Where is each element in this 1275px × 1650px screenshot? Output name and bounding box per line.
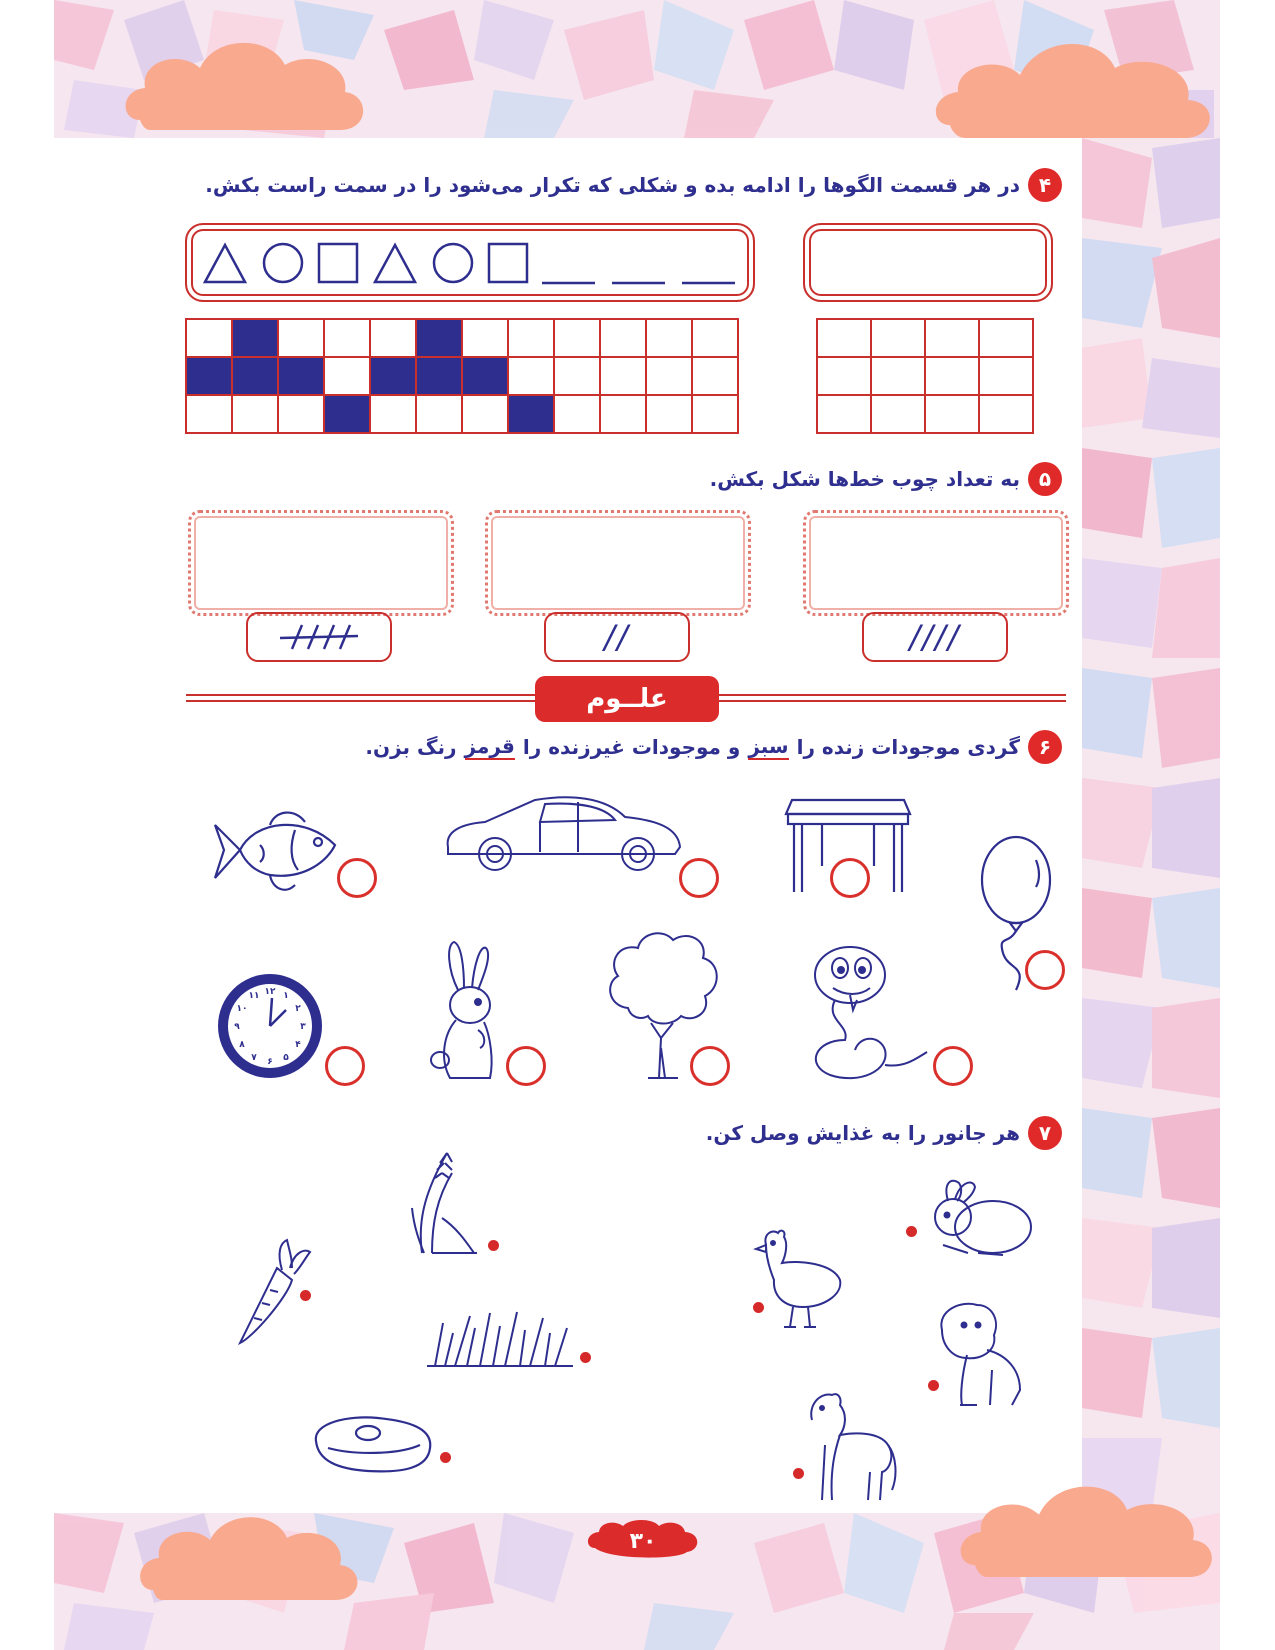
clock-numeral-1: ۱ [283, 991, 289, 1001]
question-7-text: هر جانور را به غذایش وصل کن. [705, 1121, 1020, 1145]
question-5-number: ۵ [1028, 462, 1062, 496]
clock-numeral-7: ۷ [251, 1053, 257, 1063]
answer-box-shape-pattern[interactable] [803, 223, 1053, 302]
question-4 [205, 168, 1062, 202]
clock-numeral-11: ۱۱ [248, 991, 260, 1001]
clock-numeral-6: ۶ [267, 1057, 273, 1067]
question-6-text-2: و موجودات غیرزنده را [522, 735, 741, 759]
dot-grass[interactable] [580, 1352, 591, 1363]
question-6-red: قرمز [464, 734, 515, 758]
tally-text-3: //// [909, 618, 961, 656]
tally-marks-2 [544, 612, 690, 662]
question-5 [710, 462, 1062, 496]
cloud-bottom-right [955, 1475, 1220, 1590]
dot-meat[interactable] [440, 1452, 451, 1463]
shape-pattern [187, 225, 753, 300]
tally-marks-3 [862, 612, 1008, 662]
answer-circle-balloon[interactable] [1025, 950, 1065, 990]
question-7-number: ۷ [1028, 1116, 1062, 1150]
horse-icon [800, 1390, 900, 1505]
color-pattern-grid [185, 318, 739, 434]
drawing-box-2[interactable] [485, 510, 751, 616]
grass-icon [425, 1308, 575, 1368]
tally-text-2: // [604, 618, 630, 656]
clock-numeral-8: ۸ [239, 1040, 245, 1050]
answer-circle-snake[interactable] [933, 1046, 973, 1086]
clock-numeral-10: ۱۰ [236, 1004, 248, 1014]
dot-horse[interactable] [793, 1468, 804, 1479]
question-6-text-3: رنگ بزن. [365, 735, 457, 759]
dot-chicken[interactable] [753, 1302, 764, 1313]
dot-carrot[interactable] [300, 1290, 311, 1301]
clock-numeral-4: ۴ [295, 1040, 301, 1050]
dot-wheat[interactable] [488, 1240, 499, 1251]
drawing-box-3[interactable] [803, 510, 1069, 616]
answer-circle-clock[interactable] [325, 1046, 365, 1086]
clock-icon [214, 970, 326, 1082]
rabbit-icon [428, 940, 508, 1085]
answer-circle-table[interactable] [830, 858, 870, 898]
mosaic-border-right [1082, 138, 1220, 1513]
rabbit-animal-icon [923, 1175, 1038, 1263]
chicken-icon [748, 1225, 846, 1330]
clock-numeral-5: ۵ [283, 1053, 289, 1063]
answer-grid[interactable] [816, 318, 1034, 434]
tally-marks-1 [246, 612, 392, 662]
question-4-number: ۴ [1028, 168, 1062, 202]
snake-icon [805, 940, 930, 1085]
answer-circle-rabbit[interactable] [506, 1046, 546, 1086]
clock-numeral-3: ۳ [300, 1022, 306, 1032]
question-6-text-1: گردی موجودات زنده را [796, 735, 1020, 759]
cloud-top-left [120, 30, 370, 148]
clock-numeral-12: ۱۲ [264, 987, 276, 997]
fish-icon [210, 800, 345, 900]
section-title: علــوم [535, 676, 719, 722]
lion-icon [932, 1300, 1027, 1410]
clock-numeral-9: ۹ [234, 1022, 240, 1032]
page-number: ۳۰ [629, 1528, 657, 1554]
answer-circle-car[interactable] [679, 858, 719, 898]
wheat-icon [402, 1148, 487, 1258]
question-6-number: ۶ [1028, 730, 1062, 764]
question-4-text: در هر قسمت الگوها را ادامه بده و شکلی که تکرار می‌شود را در سمت راست بکش. [205, 173, 1020, 197]
car-icon [440, 792, 685, 877]
dot-lion[interactable] [928, 1380, 939, 1391]
drawing-box-1[interactable] [188, 510, 454, 616]
question-6 [365, 730, 1062, 764]
dot-rabbit[interactable] [906, 1226, 917, 1237]
question-6-green: سبز [748, 734, 789, 758]
cloud-bottom-left [135, 1510, 365, 1610]
cloud-top-right [930, 30, 1220, 148]
answer-circle-fish[interactable] [337, 858, 377, 898]
answer-circle-tree[interactable] [690, 1046, 730, 1086]
clock-numeral-2: ۲ [295, 1004, 301, 1014]
meat-icon [308, 1413, 438, 1475]
question-5-text: به تعداد چوب خط‌ها شکل بکش. [709, 467, 1020, 491]
question-7 [706, 1116, 1062, 1150]
tally-4-crossed [274, 617, 364, 657]
shape-pattern-box [185, 223, 755, 302]
